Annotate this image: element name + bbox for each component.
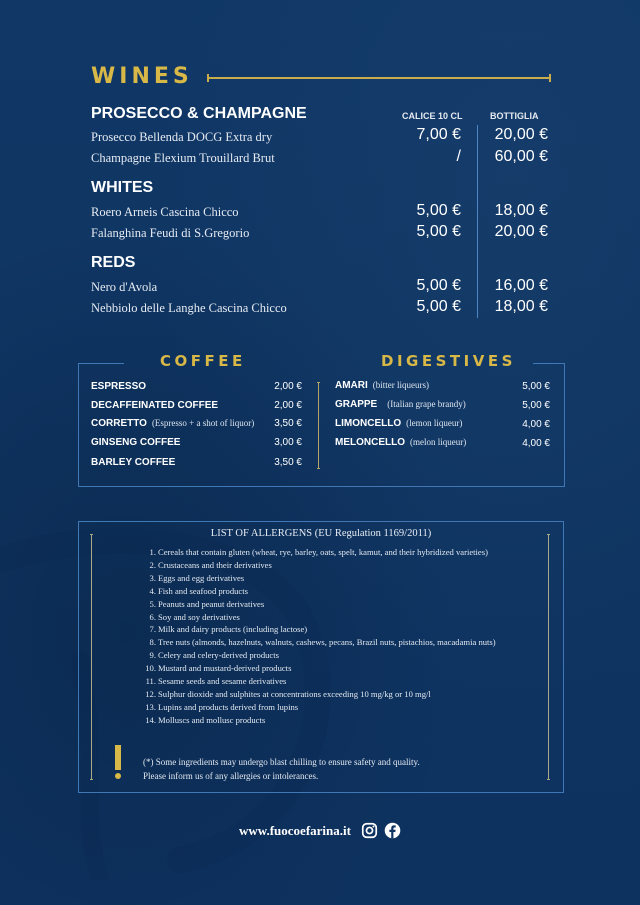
allergen-text: Celery and celery-derived products (158, 650, 279, 661)
wine-bottle-price: 16,00 € (494, 277, 548, 294)
column-header-bottle: BOTTIGLIA (490, 111, 539, 121)
wine-category-sparkling: PROSECCO & CHAMPAGNE (91, 105, 307, 122)
allergens-bar-right (548, 534, 549, 780)
allergen-number: 3. (149, 572, 156, 583)
allergen-text: Soy and soy derivatives (158, 611, 240, 622)
allergen-text: Milk and dairy products (including lactose) (158, 624, 308, 635)
allergen-text: Fish and seafood products (158, 585, 248, 596)
frame-top-right (533, 363, 564, 364)
digestive-item-note: (melon liqueur) (410, 437, 467, 447)
coffee-item (91, 457, 175, 468)
allergen-number: 12. (145, 688, 156, 699)
wine-glass-price: 5,00 € (416, 298, 461, 315)
coffee-digestives-divider (318, 382, 319, 469)
instagram-icon[interactable] (361, 822, 378, 839)
allergen-number: 14. (145, 714, 156, 725)
coffee-title: COFFEE (160, 352, 246, 370)
wine-bottle-price: 18,00 € (494, 202, 548, 219)
allergen-number: 5. (149, 598, 156, 609)
price-column-divider (477, 125, 478, 318)
digestives-title: DIGESTIVES (381, 352, 516, 370)
allergens-title: LIST OF ALLERGENS (EU Regulation 1169/2011) (210, 528, 432, 539)
wine-glass-price: 7,00 € (416, 126, 461, 143)
allergen-item (142, 649, 502, 662)
wines-title: WINES (91, 64, 193, 89)
allergen-number: 8. (149, 637, 156, 648)
digestive-item (335, 399, 466, 410)
digestive-item (335, 418, 462, 429)
allergen-text: Cereals that contain gluten (wheat, rye, barley, oats, spelt, kamut, and their hybridized varieties) (158, 547, 488, 557)
allergens-list (142, 546, 502, 727)
allergen-number: 13. (145, 701, 156, 712)
digestive-item-name: LIMONCELLO (335, 418, 402, 429)
wine-item: Champagne Elexium Trouillard Brut (91, 151, 275, 165)
allergen-text: Sesame seeds and sesame derivatives (158, 676, 287, 687)
allergen-item (142, 572, 502, 585)
digestive-item-price: 4,00 € (522, 438, 550, 449)
wine-glass-price: 5,00 € (416, 223, 461, 240)
digestive-item-note: (bitter liqueurs) (372, 380, 430, 390)
blast-chilling-note: (*) Some ingredients may undergo blast chilling to ensure safety and quality. (143, 757, 420, 767)
wine-category-whites: WHITES (91, 179, 154, 196)
allergen-number: 2. (149, 559, 156, 570)
wine-item: Nebbiolo delle Langhe Cascina Chicco (91, 301, 287, 315)
allergen-number: 11. (145, 676, 156, 687)
coffee-item-price: 3,00 € (274, 437, 302, 448)
coffee-item (91, 381, 146, 392)
coffee-item-name: ESPRESSO (91, 381, 147, 392)
wine-bottle-price: 18,00 € (494, 298, 548, 315)
allergen-item (142, 559, 502, 572)
wine-item: Nero d'Avola (91, 280, 158, 294)
allergen-text: Crustaceans and their derivatives (158, 559, 272, 570)
wine-bottle-price: 60,00 € (494, 148, 548, 165)
wine-category-reds: REDS (91, 254, 136, 271)
coffee-item-note: (Espresso + a shot of liquor) (151, 418, 255, 428)
allergen-text: Mustard and mustard-derived products (158, 663, 292, 674)
allergen-number: 9. (149, 650, 156, 661)
allergens-bar-left (91, 534, 92, 780)
allergen-number: 6. (149, 611, 156, 622)
allergen-text: Tree nuts (almonds, hazelnuts, walnuts, cashews, pecans, Brazil nuts, pistachios, macadamia nuts) (158, 637, 496, 648)
coffee-item-price: 3,50 € (274, 457, 302, 468)
digestive-item-name: AMARI (335, 380, 368, 391)
digestive-item-price: 4,00 € (522, 419, 550, 430)
allergen-item (142, 688, 502, 701)
allergen-text: Lupins and products derived from lupins (158, 701, 299, 712)
coffee-item-name: GINSENG COFFEE (91, 437, 181, 448)
allergen-item (142, 714, 502, 727)
digestive-item-name: MELONCELLO (335, 437, 405, 448)
allergen-item (142, 623, 502, 636)
wines-header (91, 64, 551, 94)
digestive-item-note: (lemon liqueur) (406, 418, 463, 428)
allergen-number: 7. (149, 624, 156, 635)
frame-top-left (78, 363, 124, 364)
wine-item: Roero Arneis Cascina Chicco (91, 205, 239, 219)
coffee-item-name: BARLEY COFFEE (91, 457, 176, 468)
coffee-item-name: DECAFFEINATED COFFEE (91, 400, 219, 411)
digestive-item (335, 380, 429, 391)
allergen-text: Sulphur dioxide and sulphites at concentrations exceeding 10 mg/kg or 10 mg/l (158, 688, 431, 699)
coffee-item (91, 418, 254, 429)
digestive-item-note: (Italian grape brandy) (387, 399, 466, 409)
digestive-item-price: 5,00 € (522, 400, 550, 411)
wine-bottle-price: 20,00 € (494, 126, 548, 143)
wine-item: Prosecco Bellenda DOCG Extra dry (91, 130, 273, 144)
website-link[interactable]: www.fuocoefarina.it (239, 822, 351, 838)
wine-glass-price: 5,00 € (416, 277, 461, 294)
wine-glass-price: 5,00 € (416, 202, 461, 219)
allergen-text: Eggs and egg derivatives (158, 572, 245, 583)
digestive-item-price: 5,00 € (522, 381, 550, 392)
facebook-icon[interactable] (384, 822, 401, 839)
coffee-item-price: 2,00 € (274, 381, 302, 392)
wine-glass-price: / (456, 148, 461, 165)
allergen-text: Peanuts and peanut derivatives (158, 598, 265, 609)
allergen-text: Molluscs and mollusc products (158, 714, 266, 725)
allergen-item (142, 611, 502, 624)
allergen-item (142, 662, 502, 675)
exclamation-icon (114, 745, 122, 781)
coffee-item (91, 400, 218, 411)
allergen-item (142, 675, 502, 688)
column-header-glass: CALICE 10 CL (402, 111, 463, 121)
allergen-item (142, 598, 502, 611)
footer (0, 822, 640, 839)
allergen-number: 10. (145, 663, 156, 674)
allergen-item (142, 585, 502, 598)
coffee-item-price: 2,00 € (274, 400, 302, 411)
coffee-item-price: 3,50 € (274, 418, 302, 429)
coffee-item (91, 437, 180, 448)
coffee-item-name: CORRETTO (91, 418, 147, 429)
wine-item: Falanghina Feudi di S.Gregorio (91, 226, 250, 240)
allergen-item (142, 636, 502, 649)
allergen-item (142, 701, 502, 714)
allergen-number: 1. (149, 547, 156, 557)
allergy-inform-note: Please inform us of any allergies or intolerances. (143, 771, 319, 781)
allergen-item (142, 546, 502, 559)
allergen-number: 4. (149, 585, 156, 596)
digestive-item (335, 437, 466, 448)
digestive-item-name: GRAPPE (335, 399, 378, 410)
wine-bottle-price: 20,00 € (494, 223, 548, 240)
wines-rule (207, 77, 551, 79)
